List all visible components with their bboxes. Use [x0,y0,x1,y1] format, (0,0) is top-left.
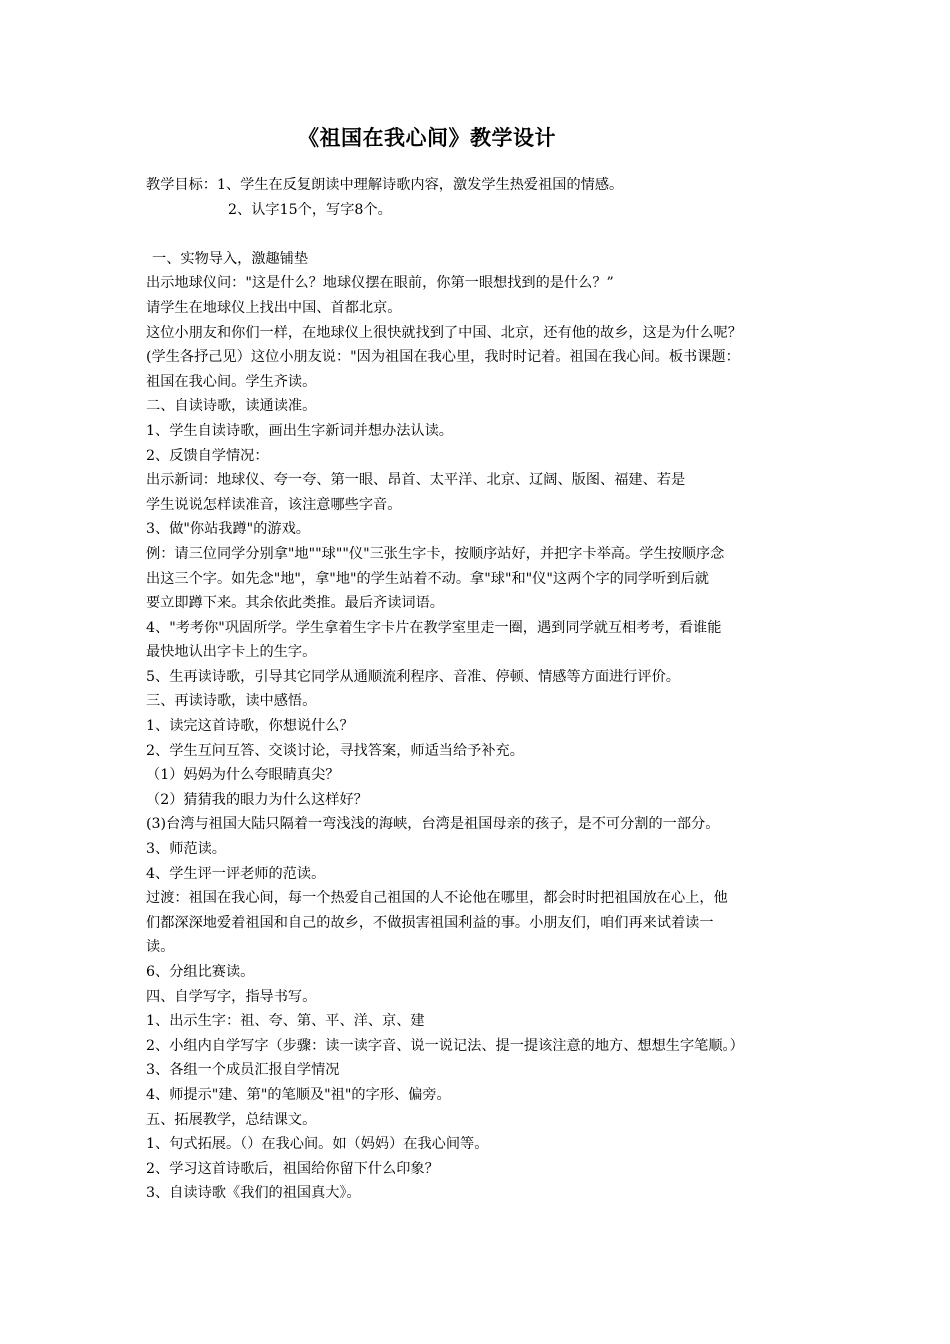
text-line: 出这三个字。如先念"地"，拿"地"的学生站着不动。拿"球"和"仪"这两个字的同学听到后就 [146,570,709,587]
text-line: 出示地球仪问："这是什么？地球仪摆在眼前，你第一眼想找到的是什么？” [146,275,614,292]
text-line: 1、读完这首诗歌，你想说什么？ [146,718,354,735]
text-line: 2、小组内自学写字（步骤：读一读字音、说一说记法、提一提该注意的地方、想想生字笔顺。） [146,1037,744,1054]
text-line: 4、"考考你"巩固所学。学生拿着生字卡片在教学室里走一圈，遇到同学就互相考考，看谁能 [146,619,722,636]
text-line: 过渡：祖国在我心间，每一个热爱自己祖国的人不论他在哪里，都会时时把祖国放在心上，他 [146,890,728,907]
text-line: 读。 [146,939,175,956]
text-line: （1）妈妈为什么夸眼睛真尖？ [146,767,340,784]
text-line: 3、自读诗歌《我们的祖国真大》。 [146,1185,361,1202]
text-line: 3、各组一个成员汇报自学情况 [146,1062,340,1079]
text-line: 们都深深地爱着祖国和自己的故乡，不做损害祖国利益的事。小朋友们，咱们再来试着读一 [146,914,714,931]
text-line: （2）猜猜我的眼力为什么这样好？ [146,791,368,808]
text-line: 请学生在地球仪上找出中国、首都北京。 [146,299,402,316]
text-line: 6、分组比赛读。 [146,964,255,980]
text-line: 出示新词：地球仪、夸一夸、第一眼、昂首、太平洋、北京、辽阔、版图、福建、若是 [146,472,686,489]
text-line: 2、学习这首诗歌后，祖国给你留下什么印象？ [146,1160,439,1177]
text-line: 最快地认出字卡上的生字。 [146,644,317,661]
text-line: 四、自学写字，指导书写。 [146,988,317,1005]
text-line: 教学目标：1、学生在反复朗读中理解诗歌内容，激发学生热爱祖国的情感。 [146,177,624,193]
text-line: 2、学生互问互答、交谈讨论，寻找答案，师适当给予补充。 [146,742,524,759]
text-line: 2、反馈自学情况： [146,447,269,464]
text-line: 二、自读诗歌，读通读准。 [146,398,317,415]
document-title-text: 《祖国在我心间》教学设计 [298,126,556,150]
text-line: 1、出示生字：祖、夸、第、平、洋、京、建 [146,1013,425,1030]
text-line: 三、再读诗歌，读中感悟。 [146,693,317,710]
text-line: 要立即蹲下来。其余依此类推。最后齐读词语。 [146,595,444,612]
text-line: 2、认字15个，写字8个。 [228,201,392,218]
document-title [0,122,950,152]
text-line: (学生各抒己见）这位小朋友说："因为祖国在我心里，我时时记着。祖国在我心间。板书课题： [146,349,740,366]
text-line: 5、生再读诗歌，引导其它同学从通顺流利程序、音准、停顿、情感等方面进行评价。 [146,668,680,685]
text-line: 五、拓展教学，总结课文。 [146,1111,317,1128]
blank-line [146,222,816,247]
text-line: 3、师范读。 [146,841,226,858]
text-line: 例：请三位同学分别拿"地""球""仪"三张生字卡，按顺序站好，并把字卡举高。学生按顺序念 [146,545,725,562]
text-line: 学生说说怎样读准音，该注意哪些字音。 [146,496,402,513]
text-line: 1、学生自读诗歌，画出生字新词并想办法认读。 [146,422,453,439]
document-body [146,173,816,1206]
text-line: 祖国在我心间。学生齐读。 [146,373,317,390]
text-line: 这位小朋友和你们一样，在地球仪上很快就找到了中国、北京，还有他的故乡，这是为什么呢？ [146,324,742,341]
text-line: 4、师提示"建、第"的笔顺及"祖"的字形、偏旁。 [146,1086,451,1103]
text-line: 一、实物导入，激趣铺垫 [152,250,309,267]
text-line: 4、学生评一评老师的范读。 [146,865,326,882]
text-line: 3、做"你站我蹲"的游戏。 [146,521,310,538]
text-line: (3)台湾与祖国大陆只隔着一弯浅浅的海峡，台湾是祖国母亲的孩子，是不可分割的一部分。 [146,816,720,833]
text-line: 1、句式拓展。（）在我心间。如（妈妈）在我心间等。 [146,1136,489,1153]
